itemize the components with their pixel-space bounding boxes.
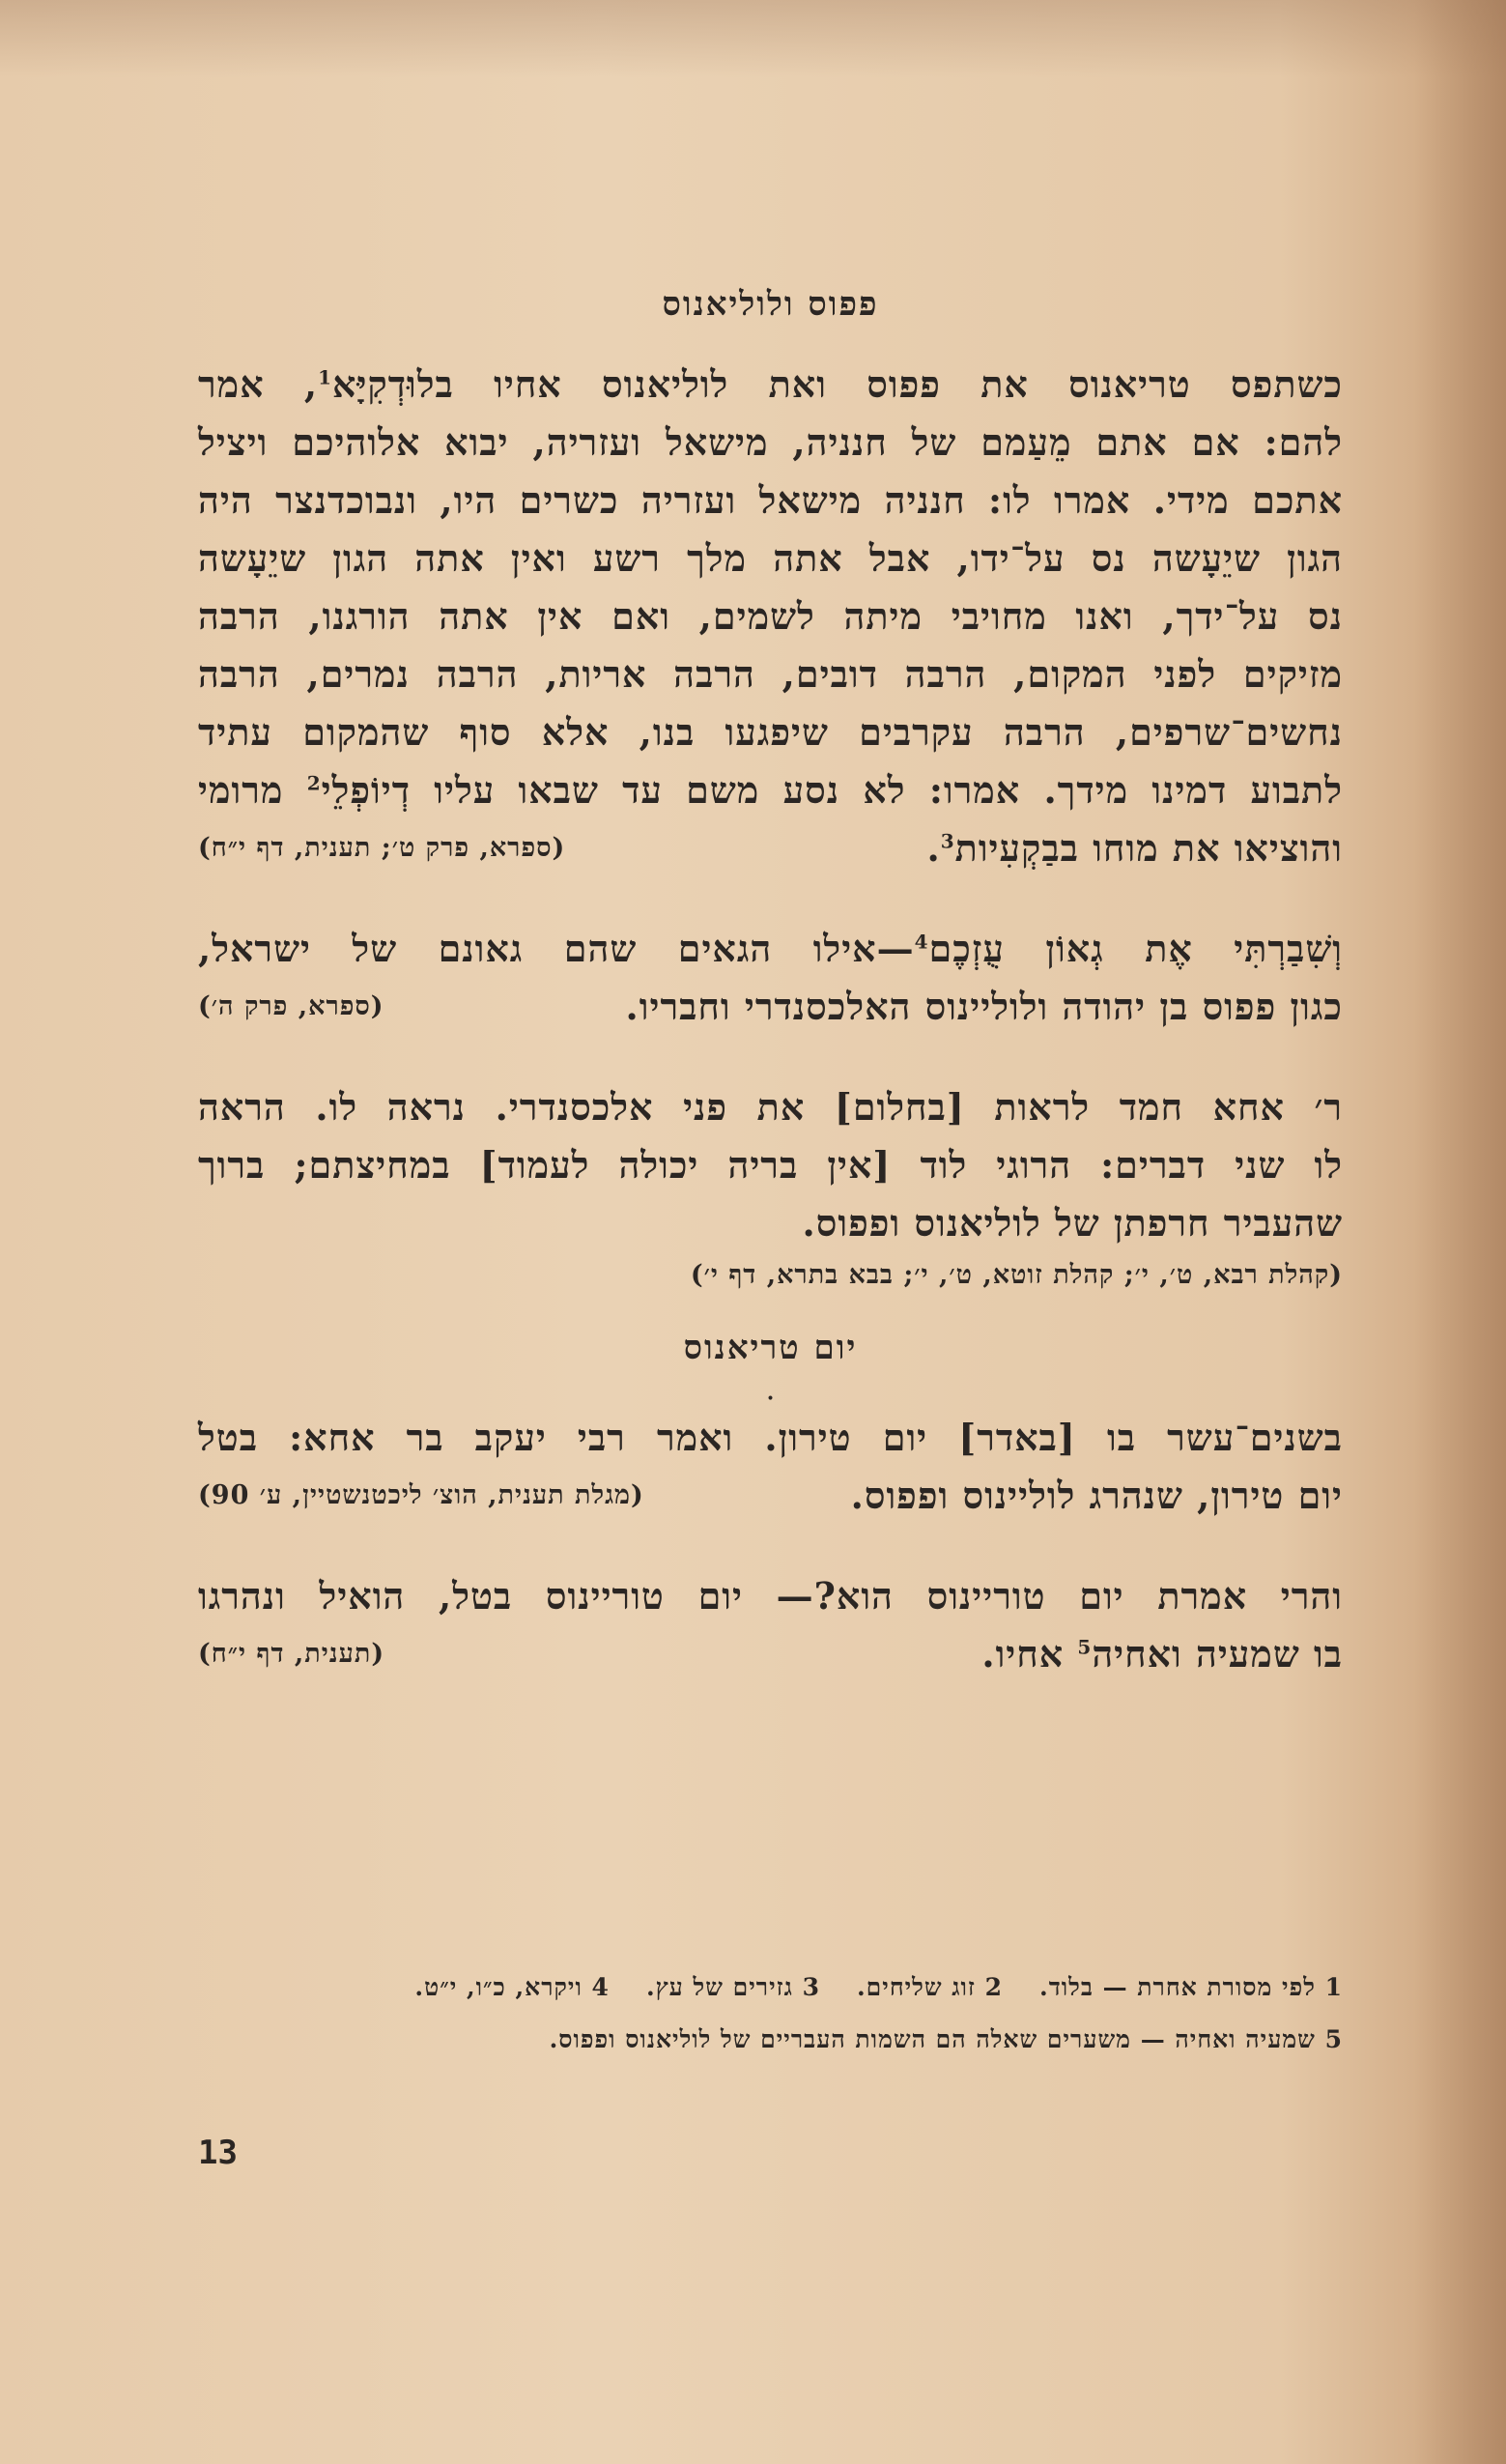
section-title-trajan-day: יום טריאנוס [683, 1329, 858, 1367]
source-citation: (מגלת תענית, הוצ׳ ליכטנשטיין, ע׳ 90) [198, 1480, 644, 1510]
footnote-ref-3: 3 [940, 829, 955, 853]
text-line: בשנים־עשר בו [באדר] יום טירון. ואמר רבי יעקב בר אחא: בטל [198, 1416, 1343, 1459]
paragraph-leviticus-pride [198, 920, 1343, 1036]
text-line: נחשים־שרפים, הרבה עקרבים שיפגעו בנו, אלא סוף שהמקום עתיד [198, 710, 1343, 754]
text-line: אתכם מידי. אמרו לו: חנניה מישאל ועזריה כשרים היו, ונבוכדנצר היה [198, 478, 1343, 522]
source-citation: (תענית, דף י״ח) [198, 1639, 385, 1669]
text-line: שהעביר חרפתן של לוליאנוס ופפוס. [802, 1201, 1343, 1245]
text-line: וְשִׁבַרְתִּי אֶת גְאוֹן עֻזְכֶם$^4$—אילו הגאים שהם גאונם של ישראל, [198, 927, 1343, 970]
paragraph-megillat-taanit [198, 1409, 1343, 1525]
page-number: 13 [198, 2134, 238, 2172]
text-line: והרי אמרת יום טוריינוס הוא?— יום טוריינוס בטל, הואיל ונהרגו [198, 1574, 1343, 1618]
text-line-with-source: כגון פפוס בן יהודה ולוליינוס האלכסנדרי וחבריו. (ספרא, פרק ה׳) [198, 978, 1343, 1036]
text-line: ר׳ אחא חמד לראות [בחלום] את פני אלכסנדרי. נראה לו. הראה [198, 1085, 1343, 1129]
text-line: כשתפס טריאנוס את פפוס ואת לוליאנוס אחיו בלוּדְקִיָּא$^1$, אמר [198, 362, 1343, 406]
footnote-5: 5 שמעיה ואחיה — משערים שאלה הם השמות העבריים של לוליאנוס ופפוס. [549, 2025, 1343, 2053]
text-line: לתבוע דמינו מידך. אמרו: לא נסע משם עד שבאו עליו דְיוֹפְלֵי$^2$ מרומי [198, 768, 1343, 812]
footnote-3: 3 גזירים של עץ. [645, 1973, 820, 2001]
footnote-row [198, 1962, 1343, 2014]
paragraph-rav-aha-dream [198, 1078, 1343, 1299]
text-line-with-source: יום טירון, שנהרג לוליינוס ופפוס. (מגלת תענית, הוצ׳ ליכטנשטיין, ע׳ 90) [198, 1467, 1343, 1525]
text-line: מזיקים לפני המקום, הרבה דובים, הרבה אריות, הרבה נמרים, הרבה [198, 652, 1343, 696]
footnote-ref-4: 4 [914, 930, 929, 954]
page-spine-shadow [1414, 0, 1506, 2464]
page-top-shadow [0, 0, 1506, 77]
footnote-1: 1 לפי מסורת אחרת — בלוד. [1039, 1973, 1343, 2001]
footnote-2: 2 זוג שליחים. [856, 1973, 1004, 2001]
footnote-4: 4 ויקרא, כ״ו, י״ט. [414, 1973, 610, 2001]
source-citation: (קהלת רבא, ט׳, י׳; קהלת זוטא, ט׳, י׳; בבא בתרא, דף י׳) [690, 1260, 1343, 1290]
main-text [198, 280, 1343, 1683]
paragraph-taanit [198, 1567, 1343, 1683]
text-line: נס על־ידך, ואנו מחויבי מיתה לשמים, ואם אין אתה הורגנו, הרבה [198, 594, 1343, 638]
footnote-ref-2: 2 [306, 771, 322, 795]
paragraph-trajan-capture [198, 356, 1343, 877]
ornament-dot: • [766, 1391, 775, 1407]
footnotes [198, 1962, 1343, 2066]
text-line: להם: אם אתם מֵעַמם של חנניה, מישאל ועזריה, יבוא אלוהיכם ויציל [198, 420, 1343, 464]
footnote-ref-5: 5 [1077, 1635, 1093, 1659]
source-citation: (ספרא, פרק ט׳; תענית, דף י״ח) [198, 833, 566, 863]
text-line-with-source: והוציאו את מוחו בבַקְעִיות$^3$. (ספרא, פרק ט׳; תענית, דף י״ח) [198, 819, 1343, 877]
text-line: הגון שיֵעָשה נס על־ידו, אבל אתה מלך רשע ואין אתה הגון שיֵעָשה [198, 536, 1343, 580]
footnote-ref-1: 1 [318, 365, 333, 389]
source-citation: (ספרא, פרק ה׳) [198, 991, 384, 1021]
text-line-with-source: בו שמעיה ואחיה$^5$ אחיו. (תענית, דף י״ח) [198, 1625, 1343, 1683]
section-title-papus-lulianus: פפוס ולוליאנוס [662, 285, 879, 324]
text-line: לו שני דברים: הרוגי לוד [אין בריה יכולה לעמוד] במחיצתם; ברוך [198, 1143, 1343, 1187]
